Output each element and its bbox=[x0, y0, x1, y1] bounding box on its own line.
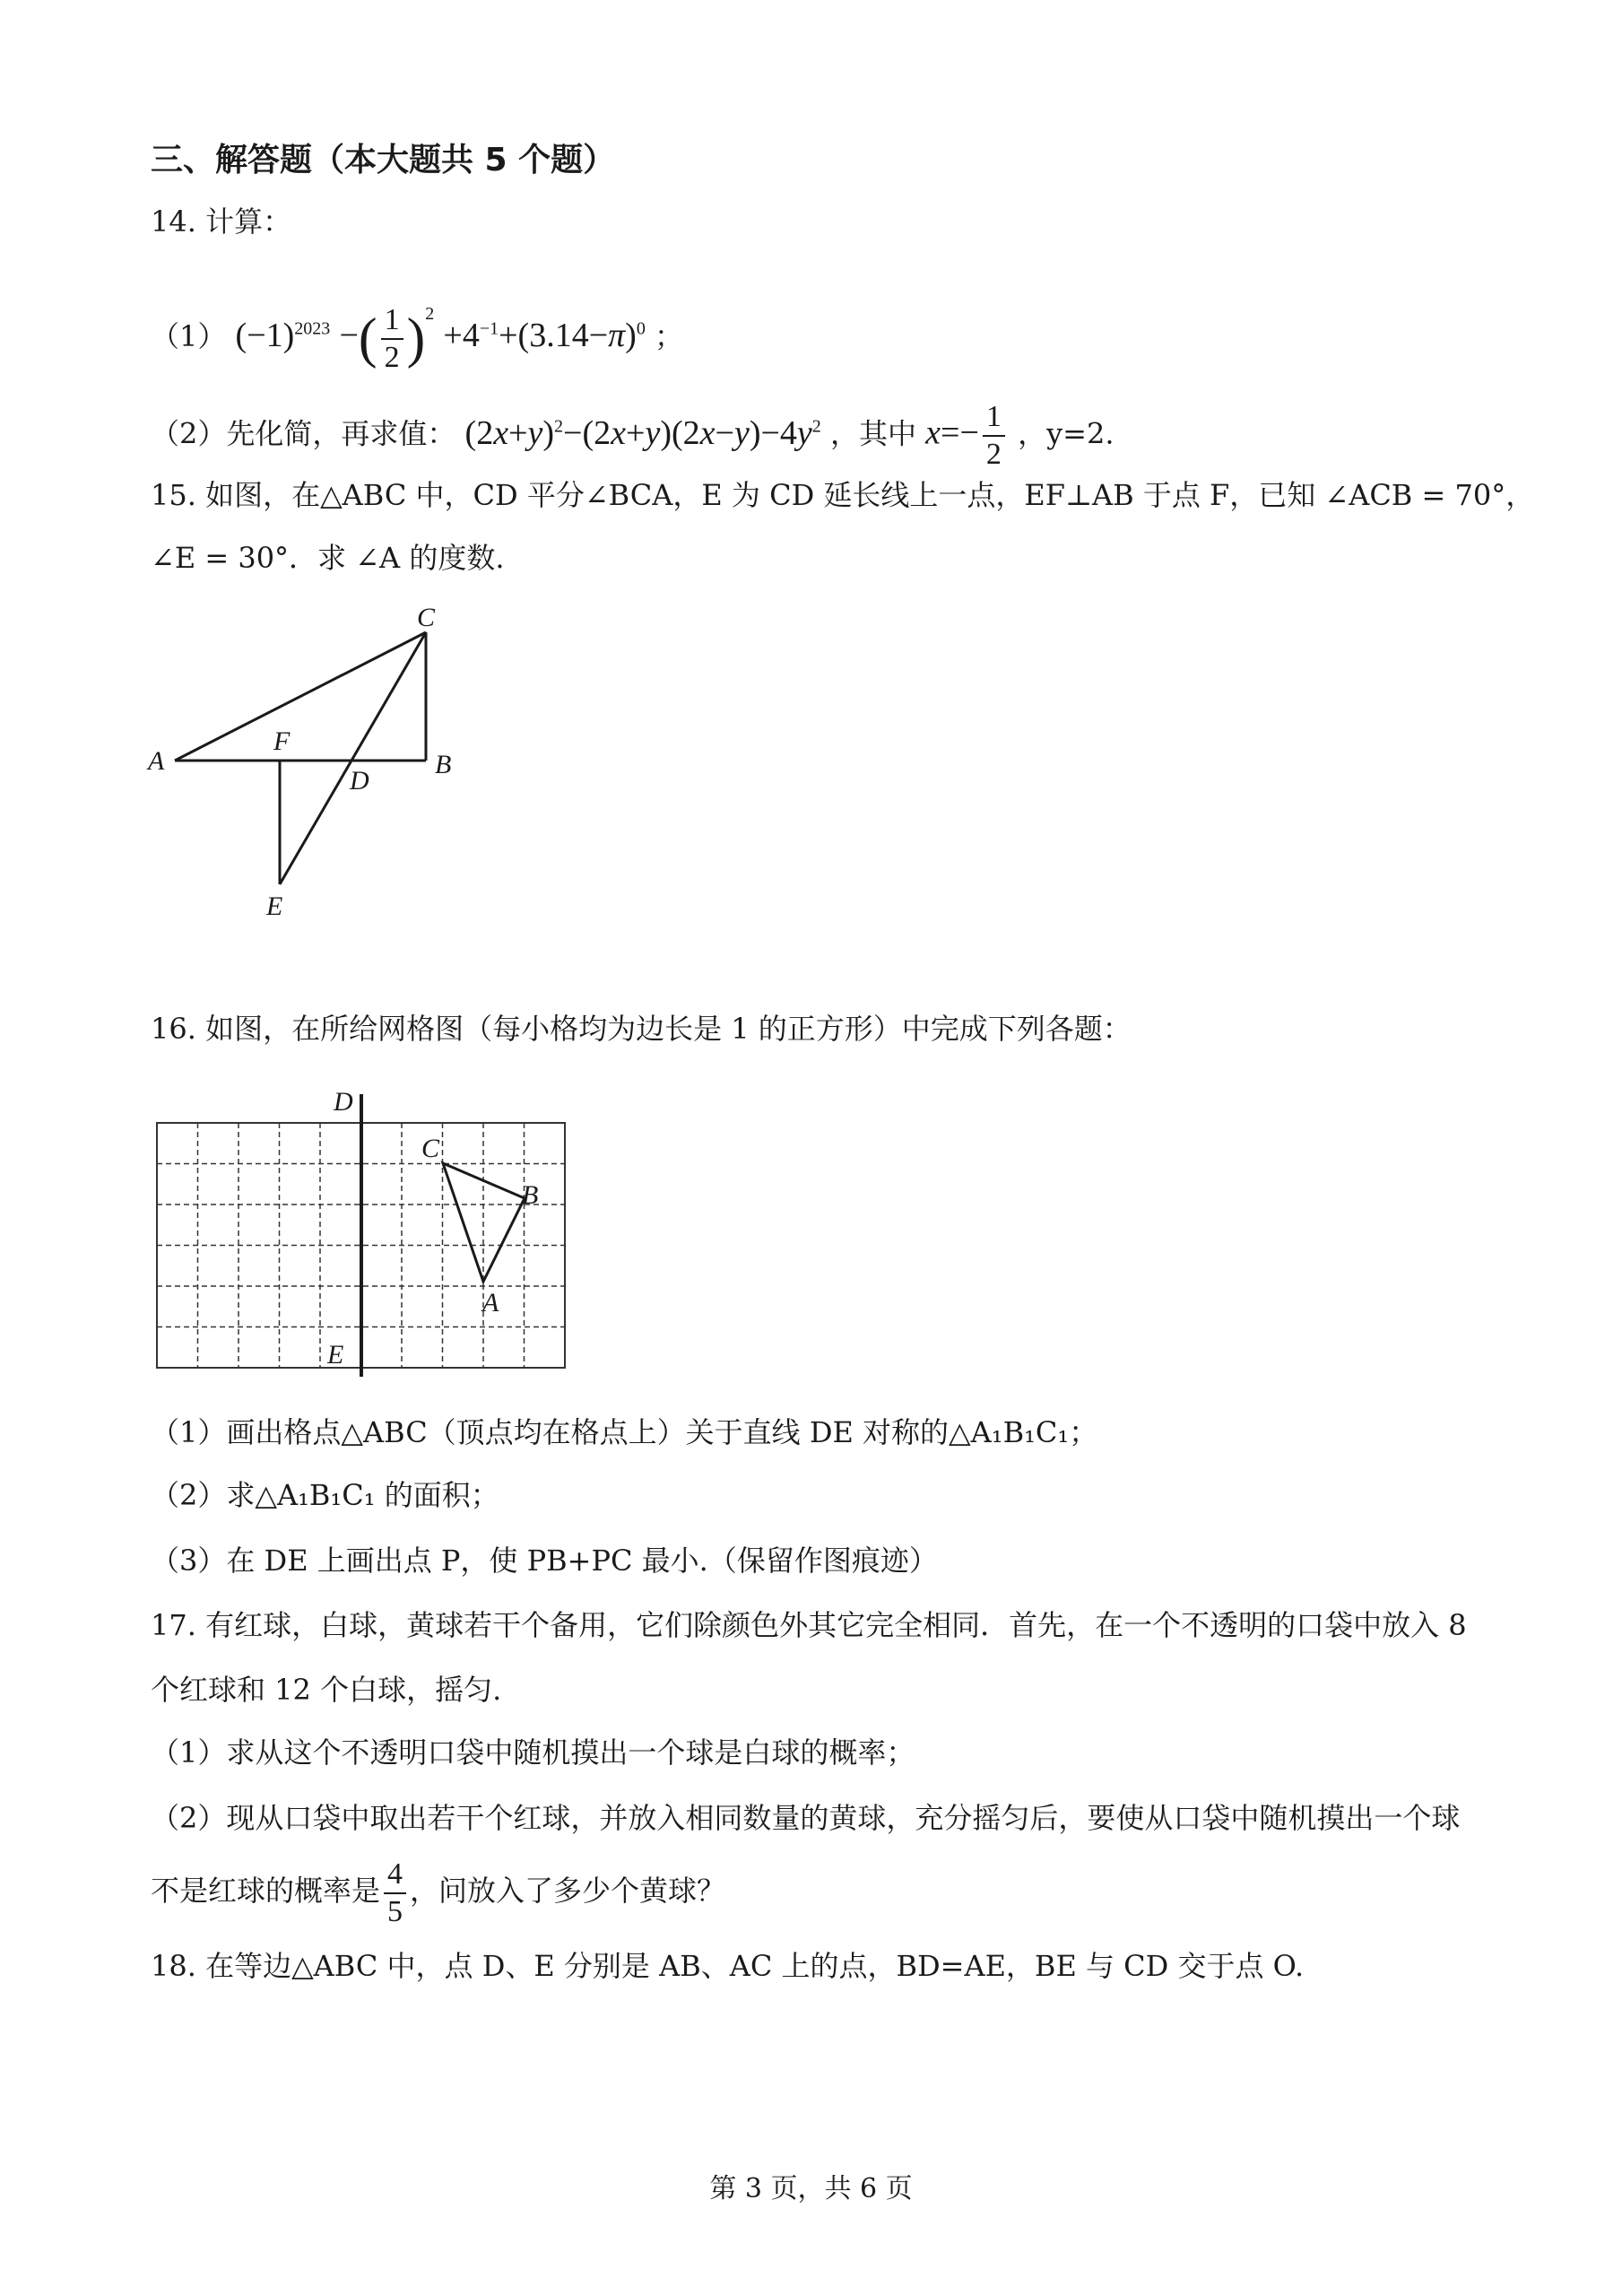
q16-label-e: E bbox=[327, 1340, 344, 1370]
q15-label-f: F bbox=[273, 726, 291, 756]
q17-line1: 17. 有红球，白球，黄球若干个备用，它们除颜色外其它完全相同．首先，在一个不透明的口袋中放入 8 bbox=[151, 1608, 1467, 1642]
page-footer: 第 3 页，共 6 页 bbox=[709, 2173, 913, 2205]
q16-grid-figure bbox=[143, 1076, 592, 1381]
q15-label-a: A bbox=[148, 746, 165, 776]
q17-line2: 个红球和 12 个白球，摇匀. bbox=[151, 1673, 502, 1707]
q15-label-c: C bbox=[417, 603, 436, 632]
q14-stem: 14. 计算： bbox=[151, 204, 292, 239]
q14-p1-exponent: 2023 bbox=[294, 318, 331, 339]
q14-p2-y: ，y=2. bbox=[1018, 416, 1115, 451]
q15-label-d: D bbox=[350, 766, 369, 796]
q16-label-a: A bbox=[482, 1288, 499, 1318]
q15-line1: 15. 如图，在△ABC 中，CD 平分∠BCA，E 为 CD 延长线上一点，EF⊥AB 于点 F，已知 ∠ACB = 70°， bbox=[151, 478, 1535, 512]
q15-triangle-figure bbox=[134, 601, 475, 924]
q14-p2-where: ，其中 bbox=[829, 416, 916, 451]
q17-part2-line1: （2）现从口袋中取出若干个红球，并放入相同数量的黄球，充分摇匀后，要使从口袋中随机摸出一个球 bbox=[151, 1801, 1461, 1835]
q16-label-b: B bbox=[522, 1180, 539, 1210]
q16-stem: 16. 如图，在所给网格图（每小格均为边长是 1 的正方形）中完成下列各题： bbox=[151, 1012, 1132, 1046]
q17-p2-suffix: ，问放入了多少个黄球？ bbox=[410, 1874, 726, 1908]
q17-part1: （1）求从这个不透明口袋中随机摸出一个球是白球的概率； bbox=[151, 1735, 915, 1770]
q14-part1: （1） $(-1)^{2023}$ −( $\frac{1}{2}$ )$^2 +4^{-1}+(3.14-\pi)^0$ ； bbox=[151, 302, 684, 374]
q14-part2: （2）先化简，再求值： $(2x+y)^2-(2x+y)(2x-y)-4y^2$ ，其中 x=− $\frac{1}{2}$ ，y=2. bbox=[151, 400, 1115, 472]
q16-label-c: C bbox=[421, 1134, 440, 1163]
section-title: 三、解答题（本大题共 5 个题） bbox=[151, 142, 616, 178]
q15-label-e: E bbox=[266, 891, 283, 921]
q14-p1-semicolon: ； bbox=[655, 319, 684, 353]
q16-label-d: D bbox=[334, 1087, 353, 1117]
q16-part1: （1）画出格点△ABC（顶点均在格点上）关于直线 DE 对称的△A₁B₁C₁； bbox=[151, 1415, 1098, 1449]
q17-fraction: $\frac{4}{5}$ bbox=[384, 1857, 406, 1930]
q14-p1-label: （1） bbox=[151, 319, 227, 353]
q17-part2-line2 bbox=[151, 1850, 725, 1931]
q18-line1: 18. 在等边△ABC 中，点 D、E 分别是 AB、AC 上的点，BD=AE，BE 与 CD 交于点 O. bbox=[151, 1949, 1305, 1983]
q16-part3: （3）在 DE 上画出点 P，使 PB+PC 最小.（保留作图痕迹） bbox=[151, 1544, 938, 1578]
q15-line2: ∠E = 30°．求 ∠A 的度数. bbox=[151, 541, 505, 575]
q15-label-b: B bbox=[435, 750, 452, 779]
q14-p2-label: （2）先化简，再求值： bbox=[151, 416, 456, 451]
q16-part2: （2）求△A₁B₁C₁ 的面积； bbox=[151, 1478, 499, 1512]
q17-p2-prefix: 不是红球的概率是 bbox=[151, 1874, 381, 1908]
